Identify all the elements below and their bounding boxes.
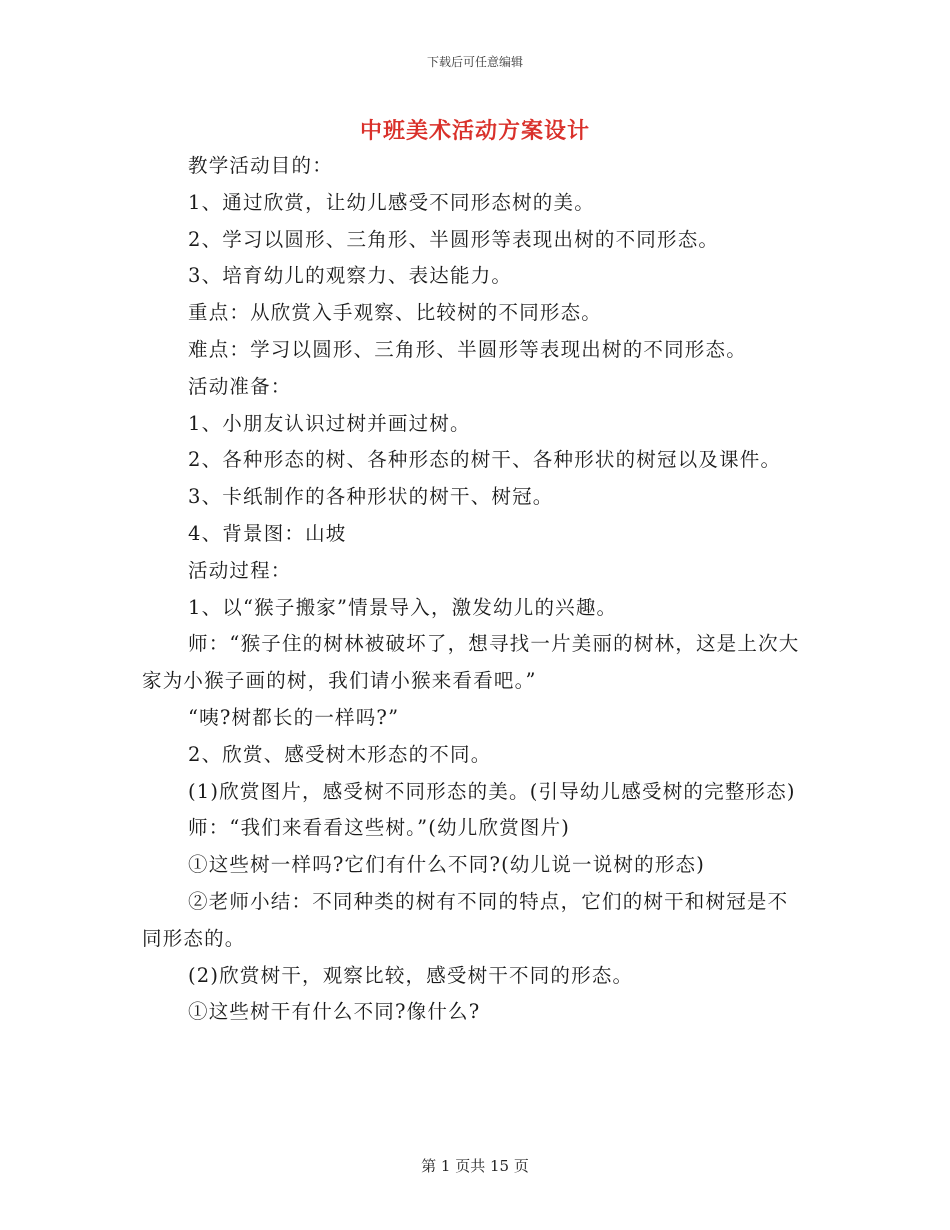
paragraph-question: “咦?树都长的一样吗?” [188,705,400,729]
paragraph-objective-1: 1、通过欣赏，让幼儿感受不同形态树的美。 [188,190,595,214]
paragraph-process-heading: 活动过程： [188,558,292,582]
paragraph-key-point: 重点：从欣赏入手观察、比较树的不同形态。 [188,301,603,325]
paragraph-question-same: ①这些树一样吗?它们有什么不同?(幼儿说一说树的形态) [188,853,706,877]
paragraph-preparation-1: 1、小朋友认识过树并画过树。 [188,411,471,435]
page-footer: 第 1 页共 15 页 [421,1157,529,1175]
paragraph-step-2: (2)欣赏树干，观察比较，感受树干不同的形态。 [188,963,634,987]
paragraph-preparation-3: 3、卡纸制作的各种形状的树干、树冠。 [188,485,554,509]
paragraph-difficulty: 难点：学习以圆形、三角形、半圆形等表现出树的不同形态。 [188,337,747,361]
paragraph-step-1: (1)欣赏图片，感受树不同形态的美。(引导幼儿感受树的完整形态) [188,779,796,803]
paragraph-objective-3: 3、培育幼儿的观察力、表达能力。 [188,264,513,288]
document-title: 中班美术活动方案设计 [359,119,590,144]
paragraph-teacher-look: 师：“我们来看看这些树。”(幼儿欣赏图片) [188,816,571,840]
paragraph-preparation-heading: 活动准备： [188,374,292,398]
paragraph-process-1: 1、以“猴子搬家”情景导入，激发幼儿的兴趣。 [188,595,618,619]
paragraph-question-trunk: ①这些树干有什么不同?像什么? [188,1000,481,1024]
paragraph-preparation-2: 2、各种形态的树、各种形态的树干、各种形状的树冠以及课件。 [188,448,782,472]
paragraph-objective-2: 2、学习以圆形、三角形、半圆形等表现出树的不同形态。 [188,227,720,251]
document-body [142,148,808,1031]
paragraph-teacher-summary: ②老师小结：不同种类的树有不同的特点，它们的树干和树冠是不同形态的。 [142,889,789,950]
paragraph-objectives-heading: 教学活动目的： [188,154,333,177]
paragraph-process-2: 2、欣赏、感受树木形态的不同。 [188,742,492,766]
paragraph-teacher-intro: 师：“猴子住的树林被破坏了，想寻找一片美丽的树林，这是上次大家为小猴子画的树，我们请小猴来看看吧。” [142,632,800,693]
page-header: 下载后可任意编辑 [426,55,523,69]
paragraph-preparation-4: 4、背景图：山坡 [188,521,347,545]
